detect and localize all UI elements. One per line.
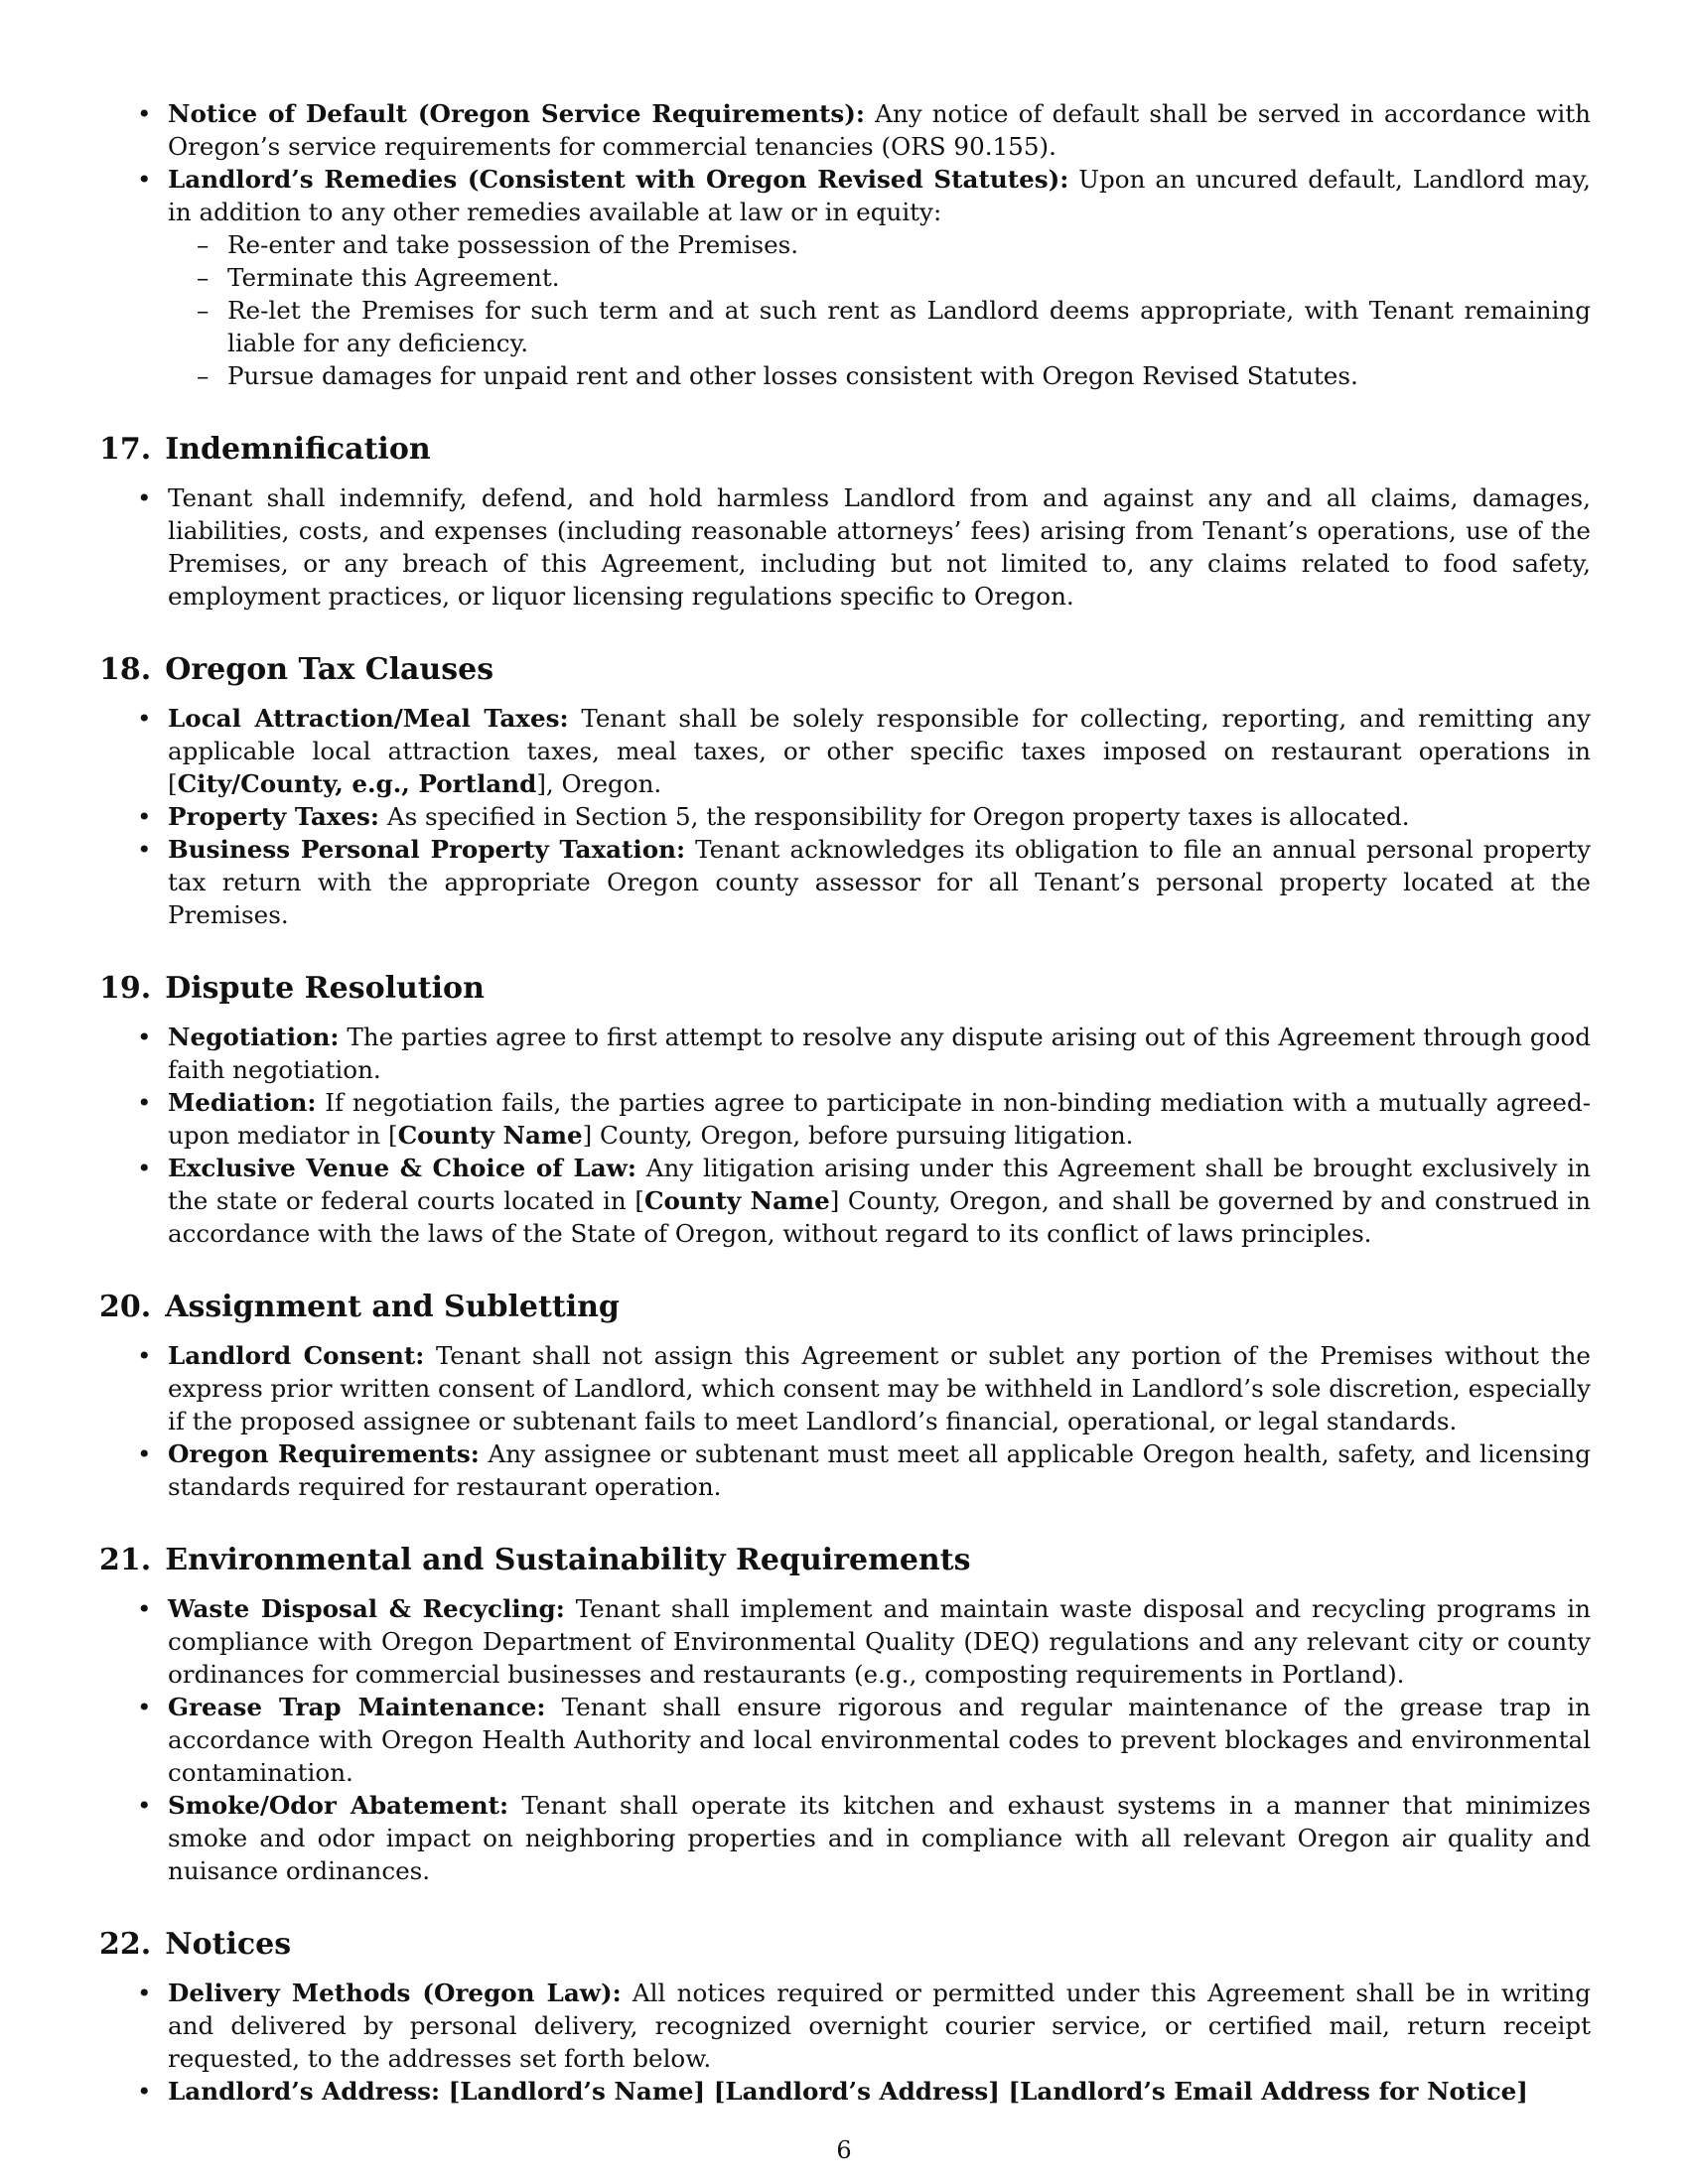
item-text: Upon an uncured default, Landlord may, in addition to any other remedies available at law or in equity:: [168, 165, 1591, 226]
item-label: Smoke/Odor Abatement:: [168, 1791, 509, 1820]
list-item-business-property-tax: [99, 833, 1591, 931]
section-title: Oregon Tax Clauses: [165, 652, 494, 687]
item-label: Landlord Consent:: [168, 1341, 425, 1370]
list-item-property-taxes: [99, 800, 1591, 833]
list-item-delivery-methods: [99, 1977, 1591, 2075]
section-title: Dispute Resolution: [165, 971, 485, 1006]
placeholder-county-name: County Name: [643, 1186, 830, 1215]
item-text: Tenant shall operate its kitchen and exhaust systems in a manner that minimizes smoke and odor impact on neighboring properties and in compliance with all relevant Oregon air quality and nuisance ordinances.: [168, 1791, 1591, 1885]
remedy-item: – Pursue damages for unpaid rent and other losses consistent with Oregon Revised Statutes.: [99, 359, 1591, 392]
section-heading-19: [99, 969, 1591, 1009]
list-item-grease-trap: [99, 1691, 1591, 1789]
section-number: 21.: [99, 1543, 152, 1577]
item-text: Tenant shall be solely responsible for collecting, reporting, and remitting any applicable local attraction taxes, meal taxes, or other specific taxes imposed on restaurant operations in [: [168, 704, 1591, 798]
item-label: Mediation:: [168, 1088, 317, 1117]
section-heading-22: [99, 1925, 1591, 1965]
section-number: 20.: [99, 1290, 152, 1324]
item-label: Business Personal Property Taxation:: [168, 835, 686, 864]
list-item-smoke-odor: [99, 1789, 1591, 1887]
section-heading-21: [99, 1541, 1591, 1580]
list-item-landlord-consent: [99, 1339, 1591, 1437]
remedy-item: – Re-enter and take possession of the Premises.: [99, 228, 1591, 261]
section-number: 17.: [99, 432, 152, 467]
section-number: 18.: [99, 652, 152, 687]
section-number: 19.: [99, 971, 152, 1006]
landlord-address-placeholders: [Landlord’s Name] [Landlord’s Address] [Landlord’s Email Address for Notice]: [440, 2077, 1528, 2106]
item-label: Landlord’s Remedies (Consistent with Oregon Revised Statutes):: [168, 165, 1069, 194]
item-label: Local Attraction/Meal Taxes:: [168, 704, 569, 733]
item-text: Any assignee or subtenant must meet all applicable Oregon health, safety, and licensing standards required for restaurant operation.: [168, 1439, 1591, 1501]
remedy-item: – Re-let the Premises for such term and at such rent as Landlord deems appropriate, with Tenant remaining liable for any deficiency.: [99, 294, 1591, 359]
item-text: Tenant acknowledges its obligation to file an annual personal property tax return with the appropriate Oregon county assessor for all Tenant’s personal property located at the Premises.: [168, 835, 1591, 929]
section-title: Assignment and Subletting: [165, 1290, 620, 1324]
item-label: Notice of Default (Oregon Service Requirements):: [168, 99, 865, 128]
list-item-local-taxes: [99, 702, 1591, 800]
list-item-mediation: [99, 1086, 1591, 1152]
section-title: Indemnification: [165, 432, 431, 467]
item-text: As specified in Section 5, the responsibility for Oregon property taxes is allocated.: [379, 802, 1410, 831]
list-item-oregon-requirements: [99, 1437, 1591, 1503]
item-text: Tenant shall implement and maintain waste disposal and recycling programs in compliance with Oregon Department of Environmental Quality (DEQ) regulations and any relevant city or county ordinances for commercial businesses and restaurants (e.g., composting requirements in Portland).: [168, 1594, 1591, 1689]
item-label: Landlord’s Address:: [168, 2077, 441, 2106]
list-item-waste-disposal: [99, 1592, 1591, 1691]
placeholder-city-county: City/County, e.g., Portland: [177, 769, 537, 798]
list-item-indemnification: • Tenant shall indemnify, defend, and hold harmless Landlord from and against any and all claims, damages, liabilities, costs, and expenses (including reasonable attorneys’ fees) arising from Tenant’s operations, use of the Premises, or any breach of this Agreement, including but not limited to, any claims related to food safety, employment practices, or liquor licensing regulations specific to Oregon.: [99, 481, 1591, 613]
list-item-landlord-remedies: [99, 163, 1591, 228]
item-label: Negotiation:: [168, 1023, 340, 1051]
item-label: Delivery Methods (Oregon Law):: [168, 1979, 622, 2007]
section-title: Notices: [165, 1927, 292, 1962]
item-label: Oregon Requirements:: [168, 1439, 480, 1468]
item-label: Exclusive Venue & Choice of Law:: [168, 1154, 636, 1182]
section-heading-20: [99, 1288, 1591, 1327]
item-text-end: ] County, Oregon, and shall be governed by and construed in accordance with the laws of the State of Oregon, without regard to its conflict of laws principles.: [168, 1186, 1592, 1248]
document-body: [99, 97, 1591, 2108]
item-text: Tenant shall ensure rigorous and regular maintenance of the grease trap in accordance with Oregon Health Authority and local environmental codes to prevent blockages and environmental contamination.: [168, 1693, 1591, 1787]
list-item-negotiation: [99, 1021, 1591, 1086]
page-number: 6: [836, 2136, 852, 2164]
item-text: Any litigation arising under this Agreement shall be brought exclusively in the state or federal courts located in [: [168, 1154, 1591, 1215]
section-title: Environmental and Sustainability Requirements: [165, 1543, 971, 1577]
item-text: If negotiation fails, the parties agree to participate in non-binding mediation with a mutually agreed-upon mediator in [: [168, 1088, 1591, 1150]
section-number: 22.: [99, 1927, 152, 1962]
item-text: Any notice of default shall be served in accordance with Oregon’s service requirements for commercial tenancies (ORS 90.155).: [168, 99, 1591, 161]
item-text: Tenant shall not assign this Agreement or sublet any portion of the Premises without the express prior written consent of Landlord, which consent may be withheld in Landlord’s sole discretion, especially if the proposed assignee or subtenant fails to meet Landlord’s financial, operational, or legal standards.: [168, 1341, 1591, 1435]
item-text: The parties agree to first attempt to resolve any dispute arising out of this Agreement through good faith negotiation.: [168, 1023, 1591, 1084]
item-text: All notices required or permitted under this Agreement shall be in writing and delivered by personal delivery, recognized overnight courier service, or certified mail, return receipt requested, to the addresses set forth below.: [168, 1979, 1591, 2073]
list-item-venue: [99, 1152, 1591, 1250]
placeholder-county-name: County Name: [397, 1121, 583, 1150]
remedy-item: – Terminate this Agreement.: [99, 261, 1591, 294]
item-label: Grease Trap Maintenance:: [168, 1693, 546, 1721]
section-heading-18: [99, 650, 1591, 690]
list-item-notice-of-default: [99, 97, 1591, 163]
item-text-end: ] County, Oregon, before pursuing litigation.: [582, 1121, 1134, 1150]
item-label: Property Taxes:: [168, 802, 379, 831]
section-heading-17: [99, 430, 1591, 470]
item-text-end: ], Oregon.: [536, 769, 662, 798]
list-item-landlord-address: [99, 2075, 1591, 2108]
item-label: Waste Disposal & Recycling:: [168, 1594, 565, 1623]
